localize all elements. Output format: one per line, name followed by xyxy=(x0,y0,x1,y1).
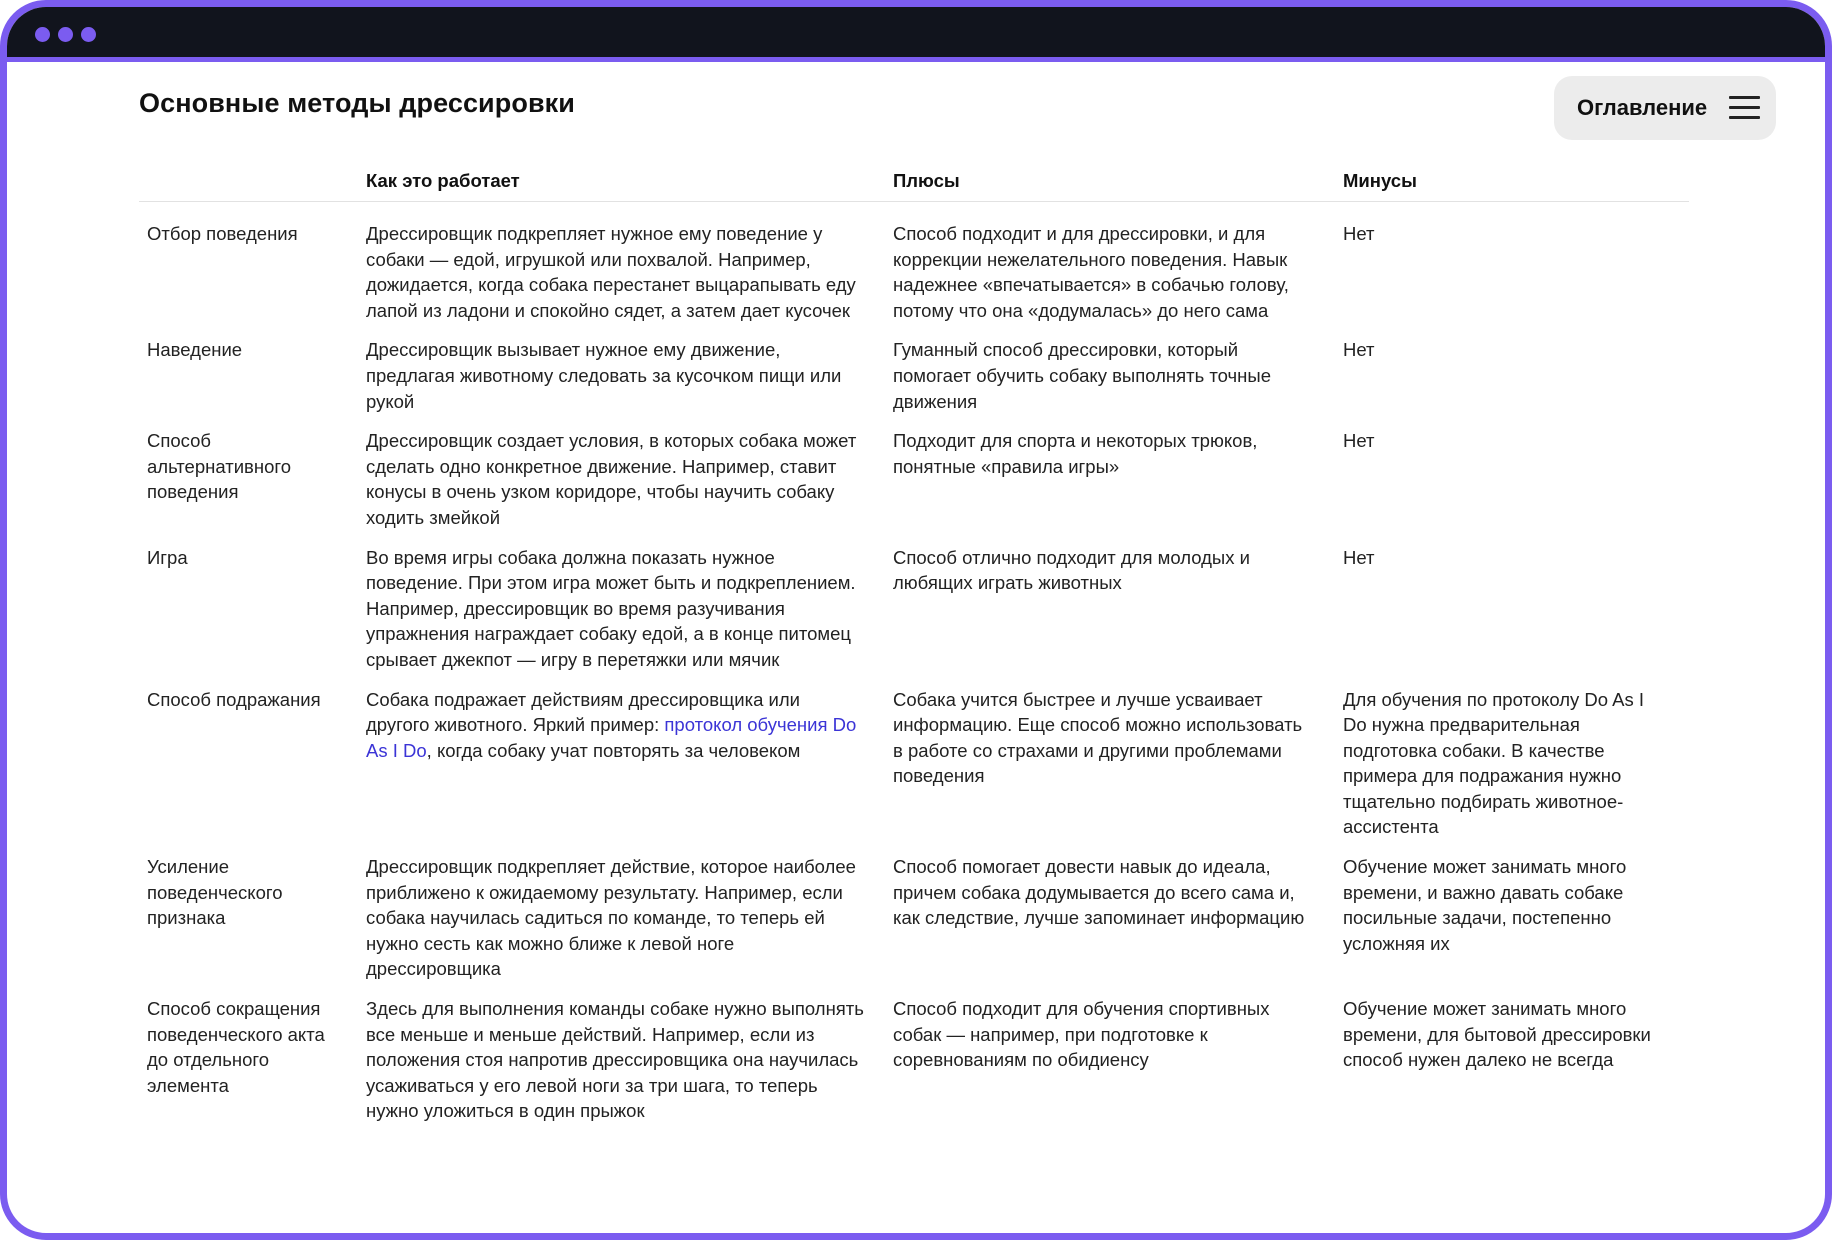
table-row xyxy=(139,337,1689,428)
cell-pros: Способ подходит и для дрессировки, и для коррекции нежелательного поведения. Навык надежнее «впечатывается» в собачью голову, потому что она «додумалась» до него сама xyxy=(893,223,1289,321)
do-as-i-do-link[interactable]: протокол обучения Do As I Do xyxy=(366,714,857,761)
cell-method: Способ сокращения поведенческого акта до отдельного элемента xyxy=(147,998,325,1096)
cell-how-text-end: , когда собаку учат повторять за человеком xyxy=(426,739,801,761)
cell-how-text: Собака подражает действиям дрессировщика или другого животного. Яркий пример: xyxy=(366,688,801,736)
cell-cons: Нет xyxy=(1343,223,1375,244)
column-header-pros: Плюсы xyxy=(885,170,1335,202)
cell-method: Игра xyxy=(147,546,188,568)
page-content xyxy=(7,62,1825,1233)
page-title: Основные методы дрессировки xyxy=(139,88,575,118)
cell-how: Здесь для выполнения команды собаке нужно выполнять все меньше и меньше действий. Например, если из положения стоя напротив дрессировщика она научилась усаживаться у его левой ноги за три шага, то теперь нужно уложиться в один прыжок xyxy=(366,998,864,1122)
cell-how: Во время игры собака должна показать нужное поведение. При этом игра может быть и подкреплением. Например, дрессировщик во время разучивания упражнения награждает собаку едой, а в конце питомец срывает джекпот — игру в перетяжки или мячик xyxy=(366,546,856,670)
column-header-cons: Минусы xyxy=(1335,170,1689,202)
cell-pros: Собака учится быстрее и лучше усваивает информацию. Еще способ можно использовать в работе со страхами и другими проблемами поведения xyxy=(893,688,1303,787)
table-row xyxy=(139,854,1689,996)
cell-method: Способ подражания xyxy=(147,688,321,710)
cell-pros: Подходит для спорта и некоторых трюков, понятные «правила игры» xyxy=(893,430,1258,477)
table-row xyxy=(139,687,1689,855)
column-header-method xyxy=(139,170,358,202)
cell-how: Дрессировщик вызывает нужное ему движение, предлагая животному следовать за кусочком пищи или рукой xyxy=(366,339,842,412)
cell-method: Наведение xyxy=(147,339,243,361)
table-row xyxy=(139,545,1689,687)
cell-pros: Способ помогает довести навык до идеала, причем собака додумывается до всего сама и, как следствие, лучше запоминает информацию xyxy=(893,856,1305,929)
column-header-how: Как это работает xyxy=(358,170,885,202)
table-header-row xyxy=(139,170,1689,202)
cell-how: Дрессировщик подкрепляет действие, которое наиболее приближено к ожидаемому результату. Например, если собака научилась садиться по команде, то теперь ей нужно сесть как можно ближе к левой ноге дрессировщика xyxy=(366,856,856,980)
window-titlebar xyxy=(7,7,1825,62)
cell-how xyxy=(358,687,885,855)
window-dot-icon xyxy=(58,27,73,42)
cell-cons: Обучение может занимать много времени, и важно давать собаке посильные задачи, постепенно усложняя их xyxy=(1343,856,1627,954)
hamburger-menu-icon xyxy=(1729,94,1760,120)
table-row xyxy=(139,202,1689,338)
cell-how: Дрессировщик подкрепляет нужное ему поведение у собаки — едой, игрушкой или похвалой. Например, дожидается, когда собака перестанет выцарапывать еду лапой из ладони и спокойно сядет, а затем дает кусочек xyxy=(366,223,856,321)
table-row xyxy=(139,996,1689,1138)
window-dot-icon xyxy=(81,27,96,42)
window-dot-icon xyxy=(35,27,50,42)
cell-cons: Для обучения по протоколу Do As I Do нужна предварительная подготовка собаки. В качестве примера для подражания нужно тщательно подбирать животное-ассистента xyxy=(1343,688,1645,838)
cell-pros: Способ отлично подходит для молодых и любящих играть животных xyxy=(893,546,1250,594)
cell-pros: Способ подходит для обучения спортивных собак — например, при подготовке к соревнованиям по обидиенсу xyxy=(893,998,1270,1071)
cell-cons: Нет xyxy=(1343,339,1375,361)
table-row xyxy=(139,428,1689,544)
cell-method: Усиление поведенческого признака xyxy=(147,856,283,929)
cell-how: Дрессировщик создает условия, в которых собака может сделать одно конкретное движение. Например, ставит конусы в очень узком коридоре, чтобы научить собаку ходить змейкой xyxy=(366,430,857,528)
cell-cons: Нет xyxy=(1343,546,1375,568)
cell-pros: Гуманный способ дрессировки, который помогает обучить собаку выполнять точные движения xyxy=(893,339,1271,412)
cell-method: Отбор поведения xyxy=(147,223,298,244)
toc-button-label: Оглавление xyxy=(1577,95,1708,120)
cell-cons: Нет xyxy=(1343,430,1375,452)
methods-table xyxy=(139,170,1689,1138)
cell-cons: Обучение может занимать много времени, для бытовой дрессировки способ нужен далеко не всегда xyxy=(1343,998,1651,1071)
toc-button[interactable] xyxy=(1554,76,1776,140)
cell-method: Способ альтернативного поведения xyxy=(147,430,291,503)
